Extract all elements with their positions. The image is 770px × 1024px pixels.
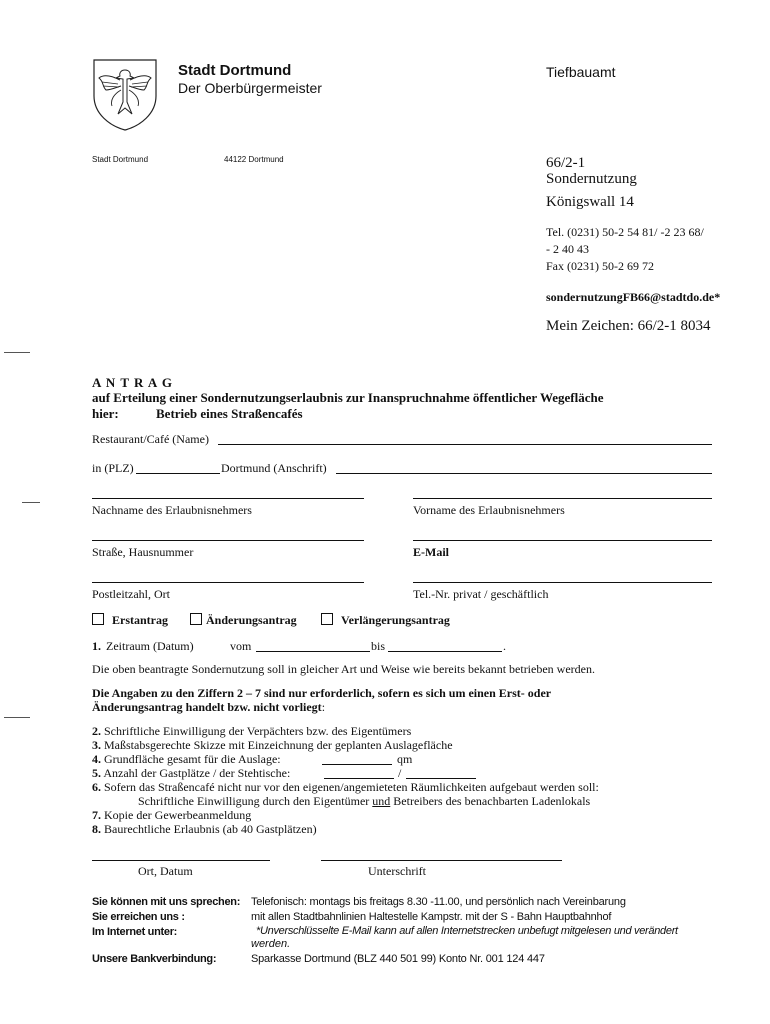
tables-field[interactable] xyxy=(406,778,476,779)
plz-field[interactable] xyxy=(136,473,220,474)
address-label: Dortmund (Anschrift) xyxy=(221,461,327,475)
signature-field[interactable] xyxy=(321,860,562,861)
checkbox-verlaengerungsantrag-label: Verlängerungsantrag xyxy=(341,613,450,627)
unit-street: Königswall 14 xyxy=(546,194,634,210)
lastname-field[interactable] xyxy=(92,498,364,499)
city-crest-icon xyxy=(90,56,160,132)
period-label: Zeitraum (Datum) xyxy=(106,639,194,653)
period-number: 1. xyxy=(92,639,101,653)
phone-label: Tel.-Nr. privat / geschäftlich xyxy=(413,587,549,601)
restaurant-name-field[interactable] xyxy=(218,444,712,445)
item-text: Kopie der Gewerbeanmeldung xyxy=(104,808,252,822)
footer-bank-label: Unsere Bankverbindung: xyxy=(92,953,217,965)
form-hier-text: Betrieb eines Straßencafés xyxy=(156,406,303,421)
department-name: Tiefbauamt xyxy=(546,64,616,80)
seats-separator: / xyxy=(398,766,402,780)
item-sub-und: und xyxy=(372,794,391,808)
item-number: 6. xyxy=(92,780,101,794)
sender-city: Stadt Dortmund xyxy=(92,155,149,164)
checkbox-aenderungsantrag-label: Änderungsantrag xyxy=(206,613,297,627)
unit-name: Sondernutzung xyxy=(546,171,637,187)
restaurant-label: Restaurant/Café (Name) xyxy=(92,432,209,446)
email-field[interactable] xyxy=(413,540,712,541)
item-number: 8. xyxy=(92,822,101,836)
area-field[interactable] xyxy=(322,764,392,765)
phone-line-1: Tel. (0231) 50-2 54 81/ -2 23 68/ xyxy=(546,225,704,239)
footer-reach-label: Sie erreichen uns : xyxy=(92,911,185,923)
item-7 xyxy=(92,808,251,823)
item-text: Grundfläche gesamt für die Auslage: xyxy=(104,752,281,766)
item-sub-text: Schriftliche Einwilligung durch den Eigentümer xyxy=(138,794,370,808)
item-3 xyxy=(92,738,453,753)
checkbox-erstantrag[interactable] xyxy=(92,613,168,628)
same-manner-note: Die oben beantragte Sondernutzung soll in gleicher Art und Weise wie bereits bekannt betrieben werden. xyxy=(92,662,595,676)
conditional-note-colon: : xyxy=(321,700,326,714)
form-heading: A N T R A G xyxy=(92,375,173,390)
lastname-label: Nachname des Erlaubnisnehmers xyxy=(92,503,252,517)
item-4 xyxy=(92,752,281,767)
footer-internet-label: Im Internet unter: xyxy=(92,926,178,938)
item-text: Maßstabsgerechte Skizze mit Einzeichnung der geplanten Auslagefläche xyxy=(104,738,453,752)
firstname-label: Vorname des Erlaubnisnehmers xyxy=(413,503,565,517)
form-subtitle: auf Erteilung einer Sondernutzungserlaubnis zur Inanspruchnahme öffentlicher Wegefläche xyxy=(92,390,604,405)
period-from-field[interactable] xyxy=(256,651,370,652)
footer-speak-value: Telefonisch: montags bis freitags 8.30 -11.00, und persönlich nach Vereinbarung xyxy=(251,896,626,908)
seats-field[interactable] xyxy=(324,778,394,779)
item-number: 4. xyxy=(92,752,101,766)
plz-label: in (PLZ) xyxy=(92,461,134,475)
conditional-note-line-1: Die Angaben zu den Ziffern 2 – 7 sind nur erforderlich, sofern es sich um einen Erst- oder xyxy=(92,686,552,700)
form-hier-label: hier: xyxy=(92,406,119,421)
item-number: 7. xyxy=(92,808,101,822)
item-number: 3. xyxy=(92,738,101,752)
footer-email-disclaimer-end: werden. xyxy=(251,938,291,950)
phone-field[interactable] xyxy=(413,582,712,583)
reference-number: Mein Zeichen: 66/2-1 8034 xyxy=(546,318,711,334)
item-8 xyxy=(92,822,317,837)
place-date-field[interactable] xyxy=(92,860,270,861)
footer-speak-label: Sie können mit uns sprechen: xyxy=(92,896,241,908)
footer-reach-value: mit allen Stadtbahnlinien Haltestelle Kampstr. mit der S - Bahn Hauptbahnhof xyxy=(251,911,612,923)
fold-mark xyxy=(22,502,40,503)
phone-line-2: - 2 40 43 xyxy=(546,242,589,256)
sender-zip: 44122 Dortmund xyxy=(224,155,284,164)
item-5 xyxy=(92,766,290,781)
item-2 xyxy=(92,724,411,739)
fold-mark xyxy=(4,717,30,718)
period-end: . xyxy=(503,639,506,653)
fax-number: Fax (0231) 50-2 69 72 xyxy=(546,259,654,273)
footer-bank-value: Sparkasse Dortmund (BLZ 440 501 99) Konto Nr. 001 124 447 xyxy=(251,953,545,965)
item-text: Sofern das Straßencafé nicht nur vor den eigenen/angemieteten Räumlichkeiten aufgebaut werden soll: xyxy=(104,780,599,794)
address-field[interactable] xyxy=(336,473,712,474)
item-sub-text: Betreibers des benachbarten Ladenlokals xyxy=(393,794,591,808)
conditional-note-line-2 xyxy=(92,700,325,715)
period-from-label: vom xyxy=(230,639,252,653)
signature-label: Unterschrift xyxy=(368,864,426,878)
period-to-field[interactable] xyxy=(388,651,502,652)
zip-city-label: Postleitzahl, Ort xyxy=(92,587,170,601)
street-label: Straße, Hausnummer xyxy=(92,545,194,559)
item-text: Schriftliche Einwilligung der Verpächters bzw. des Eigentümers xyxy=(104,724,412,738)
item-text: Baurechtliche Erlaubnis (ab 40 Gastplätzen) xyxy=(104,822,317,836)
item-text: Anzahl der Gastplätze / der Stehtische: xyxy=(103,766,291,780)
contact-email: sondernutzungFB66@stadtdo.de* xyxy=(546,290,721,304)
fold-mark xyxy=(4,352,30,353)
unit-code: 66/2-1 xyxy=(546,155,586,171)
street-field[interactable] xyxy=(92,540,364,541)
item-number: 2. xyxy=(92,724,101,738)
item-6-sub xyxy=(138,794,590,809)
item-6 xyxy=(92,780,599,795)
checkbox-erstantrag-label: Erstantrag xyxy=(112,613,168,627)
firstname-field[interactable] xyxy=(413,498,712,499)
item-number: 5. xyxy=(92,766,101,780)
place-date-label: Ort, Datum xyxy=(138,864,193,878)
zip-city-field[interactable] xyxy=(92,582,364,583)
office-name: Der Oberbürgermeister xyxy=(178,80,322,96)
checkbox-aenderungsantrag[interactable] xyxy=(190,613,297,628)
checkbox-verlaengerungsantrag[interactable] xyxy=(321,613,450,628)
area-unit: qm xyxy=(397,752,413,766)
checkbox-icon[interactable] xyxy=(321,613,333,625)
checkbox-icon[interactable] xyxy=(190,613,202,625)
email-label: E-Mail xyxy=(413,545,449,559)
city-name: Stadt Dortmund xyxy=(178,62,292,79)
checkbox-icon[interactable] xyxy=(92,613,104,625)
footer-email-disclaimer: *Unverschlüsselte E-Mail kann auf allen Internetstrecken unbefugt mitgelesen und verändert xyxy=(256,925,678,937)
period-to-label: bis xyxy=(371,639,386,653)
conditional-note-text: Änderungsantrag handelt bzw. nicht vorliegt xyxy=(92,700,322,714)
